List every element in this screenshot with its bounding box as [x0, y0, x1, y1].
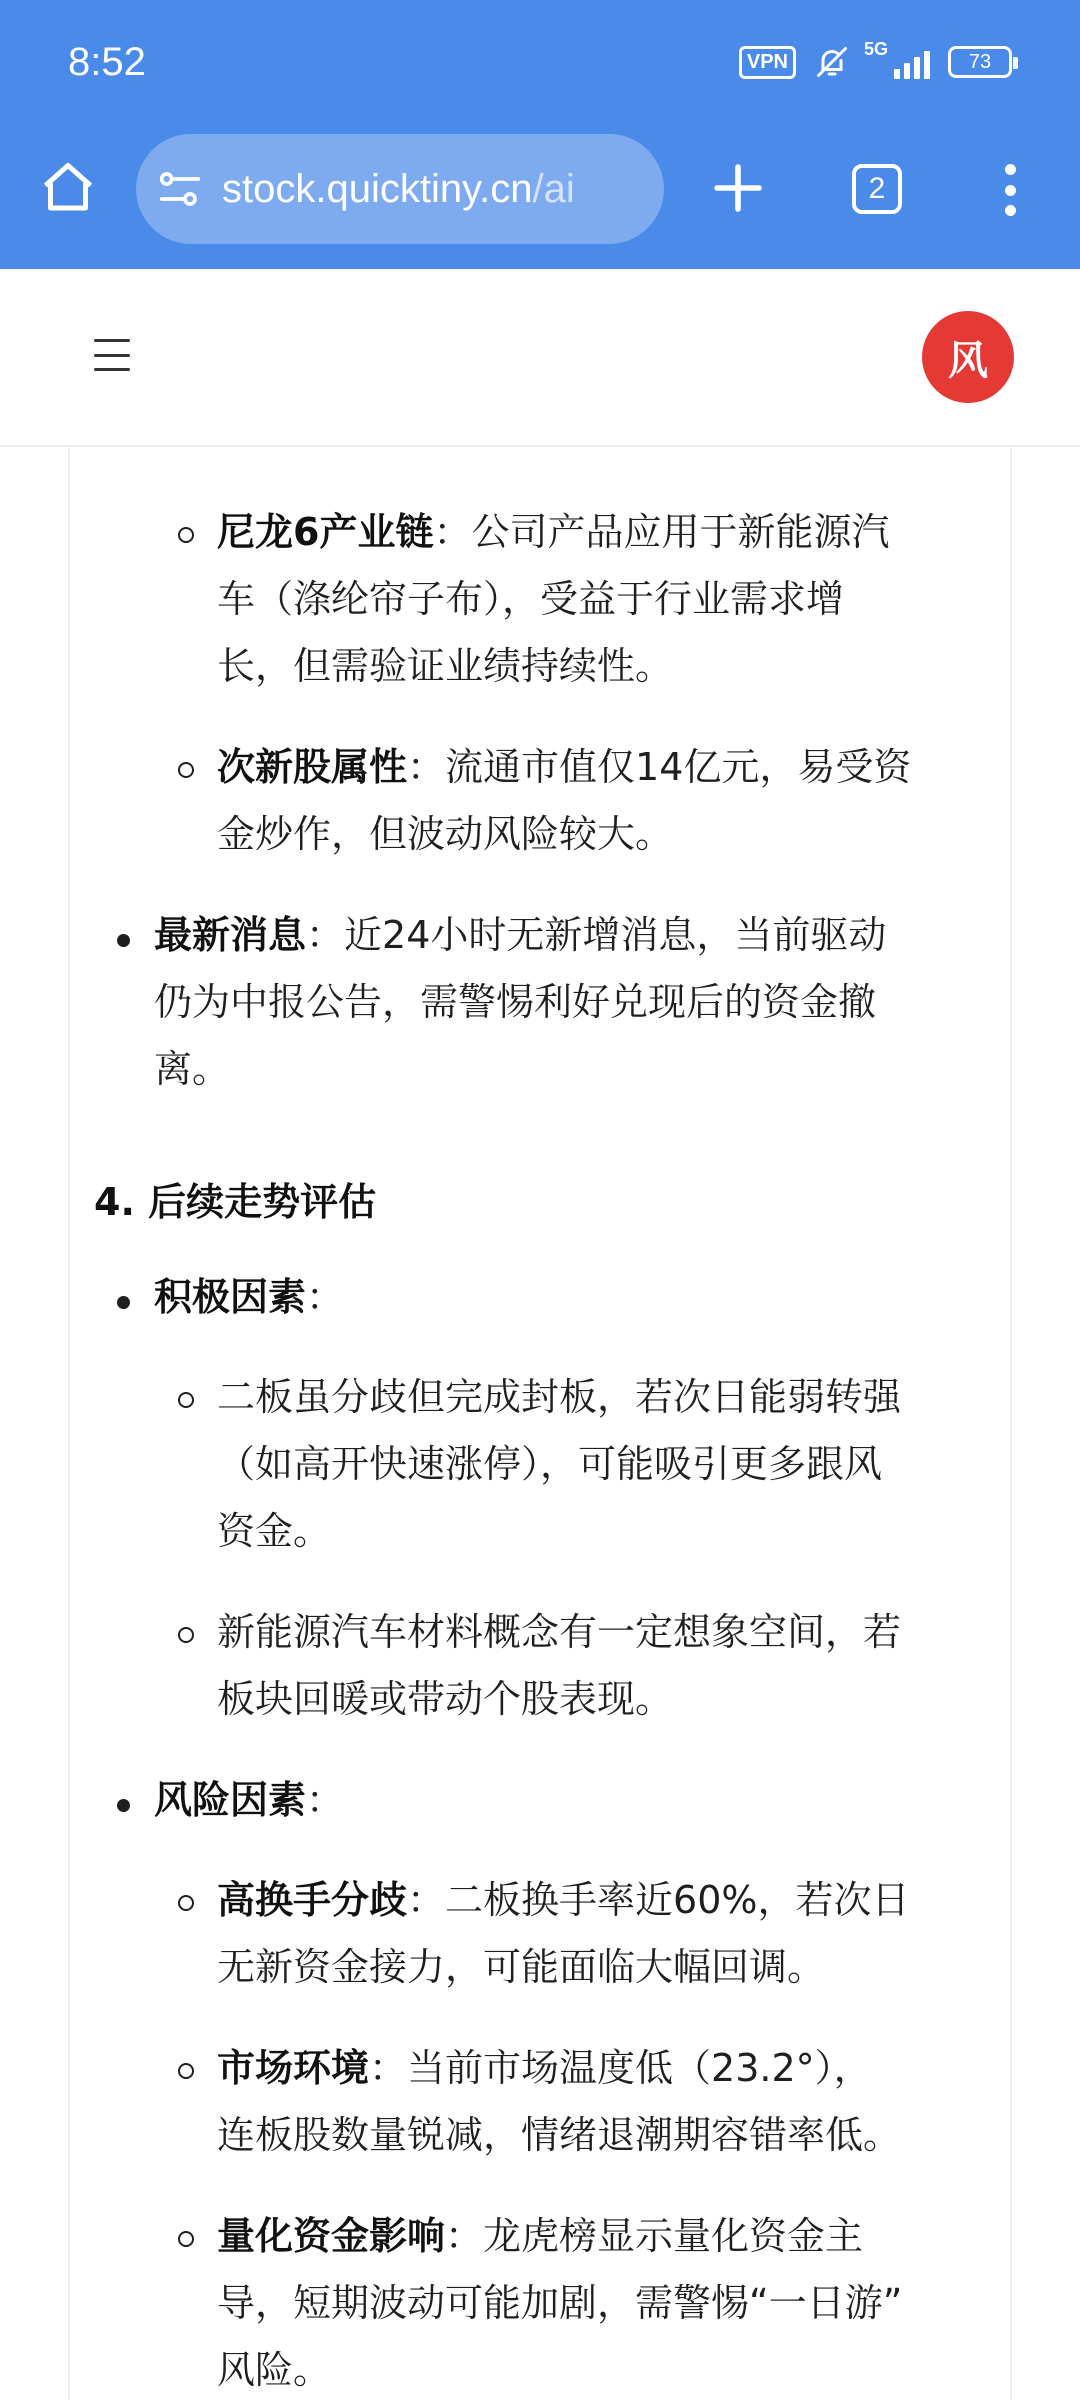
list-item: 市场环境：当前市场温度低（23.2°）， 连板股数量锐减，情绪退潮期容错率低。: [217, 2046, 902, 2157]
hamburger-menu-icon[interactable]: [94, 339, 130, 371]
article-content: [68, 447, 1012, 2400]
sub-bullet: [178, 2063, 194, 2079]
list-item: 高换手分歧：二板换手率近60%，若次日 无新资金接力，可能面临大幅回调。: [217, 1878, 910, 1989]
sub-bullet: [178, 762, 194, 778]
bullet: [117, 1296, 130, 1309]
list-item: 风险因素：: [154, 1778, 345, 1822]
browser-toolbar: [0, 0, 1080, 269]
sub-bullet: [178, 1627, 194, 1643]
network-type: 5G: [864, 39, 889, 59]
avatar[interactable]: 风: [922, 311, 1014, 403]
battery-icon: 73: [948, 46, 1012, 78]
url-text[interactable]: stock.quicktiny.cn/ai: [222, 166, 575, 211]
list-item: 积极因素：: [154, 1275, 345, 1319]
more-options-icon[interactable]: [1000, 164, 1020, 216]
list-item: 二板虽分歧但完成封板，若次日能弱转强 （如高开快速涨停），可能吸引更多跟风 资金。: [217, 1375, 902, 1553]
site-header: [0, 269, 1080, 447]
site-settings-icon[interactable]: [156, 169, 204, 209]
bullet: [117, 1799, 130, 1812]
bell-off-icon: [814, 44, 850, 80]
list-item: 尼龙6产业链：公司产品应用于新能源汽 车（涤纶帘子布），受益于行业需求增 长，但需验证业绩持续性。: [217, 510, 890, 688]
bullet: [117, 934, 130, 947]
sub-bullet: [178, 1895, 194, 1911]
status-icons: [739, 39, 1012, 80]
tab-switcher-button[interactable]: 2: [852, 164, 902, 214]
sub-bullet: [178, 527, 194, 543]
home-icon[interactable]: [38, 158, 98, 218]
status-time: 8:52: [68, 40, 146, 84]
address-bar[interactable]: [136, 134, 664, 244]
new-tab-icon[interactable]: [710, 160, 766, 216]
sub-bullet: [178, 2231, 194, 2247]
section-heading: 4. 后续走势评估: [94, 1180, 377, 1224]
list-item: 新能源汽车材料概念有一定想象空间，若 板块回暖或带动个股表现。: [217, 1610, 902, 1721]
list-item: 次新股属性：流通市值仅14亿元，易受资 金炒作，但波动风险较大。: [217, 745, 912, 856]
list-item: 最新消息：近24小时无新增消息，当前驱动 仍为中报公告，需警惕利好兑现后的资金撤 离。: [154, 913, 887, 1091]
list-item: 量化资金影响：龙虎榜显示量化资金主 导，短期波动可能加剧，需警惕“一日游” 风险。: [217, 2214, 903, 2392]
vpn-icon: VPN: [739, 46, 796, 79]
signal-icon: [864, 39, 930, 79]
sub-bullet: [178, 1392, 194, 1408]
